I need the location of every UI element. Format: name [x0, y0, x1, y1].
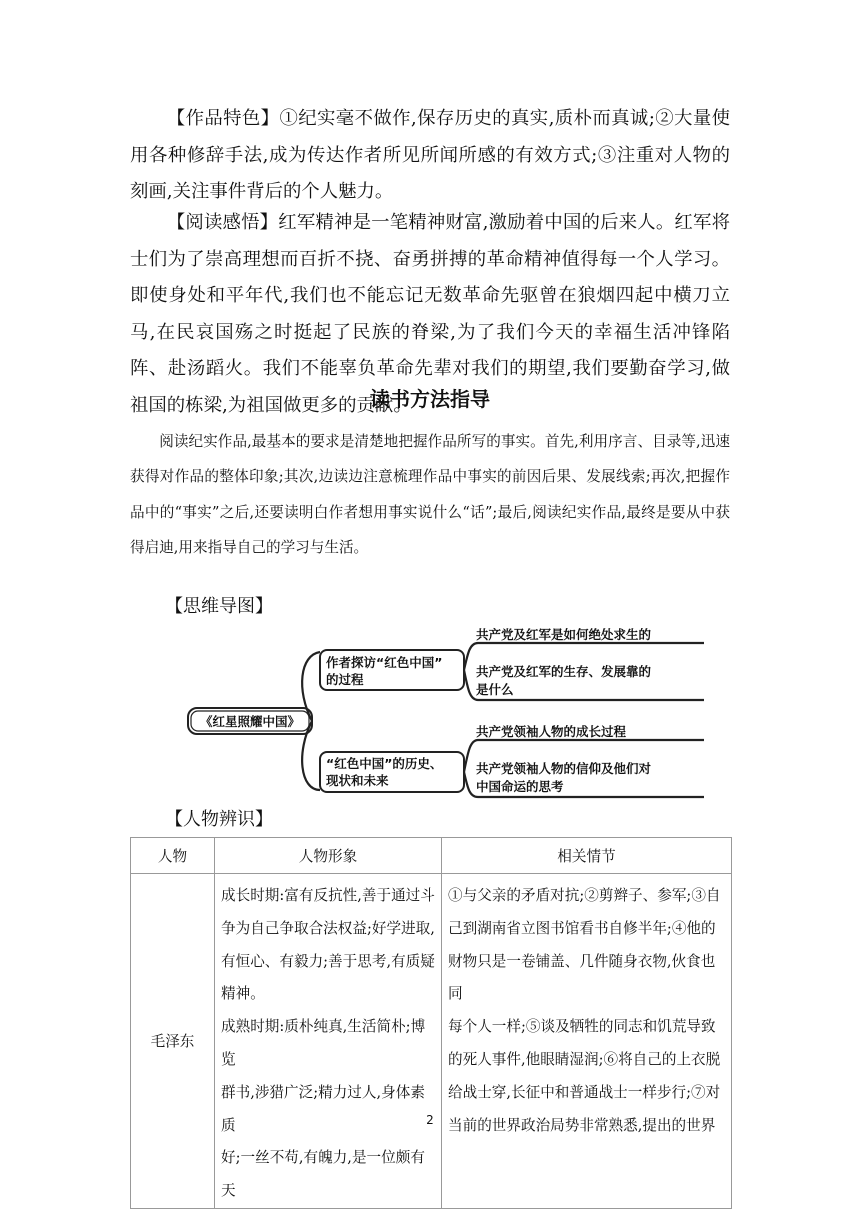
mindmap-branch-1-line2: 的过程 [326, 672, 364, 687]
features-label: 【作品特色】 [166, 108, 280, 129]
text-line: 争为自己争取合法权益;好学进取, [221, 919, 435, 937]
mindmap-leaf-4-line1: 共产党领袖人物的信仰及他们对 [476, 761, 652, 776]
mindmap-leaf-2-line2: 是什么 [476, 682, 514, 697]
column-header-person: 人物 [131, 838, 215, 874]
mindmap-branch-1-line1: 作者探访“红色中国” [326, 655, 443, 670]
table-row [131, 874, 732, 1209]
mindmap-leaf-1: 共产党及红军是如何绝处求生的 [476, 627, 652, 642]
mindmap-branch-2-line2: 现状和未来 [326, 773, 389, 788]
related-plot [442, 874, 732, 1209]
text-line: ①与父亲的矛盾对抗;②剪辫子、参军;③自 [448, 887, 721, 904]
method-title: 读书方法指导 [370, 387, 490, 411]
mindmap-leaf-3: 共产党领袖人物的成长过程 [476, 724, 627, 739]
text-line: 有恒心、有毅力;善于思考,有质疑 [221, 952, 435, 970]
text-line: 成熟时期:质朴纯真,生活简朴;博览 [221, 1018, 426, 1068]
person-name: 毛泽东 [131, 874, 215, 1209]
table-header-row [131, 838, 732, 874]
text-line: 给战士穿,长征中和普通战士一样步行;⑦对 [448, 1083, 721, 1101]
mindmap-leaf-2-line1: 共产党及红军的生存、发展靠的 [476, 664, 652, 679]
column-header-image: 人物形象 [215, 838, 442, 874]
mindmap-label: 【思维导图】 [165, 596, 273, 617]
mindmap-root-text: 《红星照耀中国》 [199, 714, 301, 729]
text-line: 精神。 [221, 985, 265, 1003]
text-line: 群书,涉猎广泛;精力过人,身体素质 [221, 1083, 425, 1134]
mindmap-branch-2-line1: “红色中国”的历史、 [326, 756, 443, 771]
text-line: 己到湖南省立图书馆看书自修半年;④他的 [448, 919, 716, 937]
text-line: 财物只是一卷铺盖、几件随身衣物,伙食也同 [448, 952, 716, 1003]
text-line: 每个人一样;⑤谈及牺牲的同志和饥荒导致 [448, 1018, 716, 1036]
text-line: 的死人事件,他眼睛湿润;⑥将自己的上衣脱 [448, 1050, 721, 1068]
column-header-plot: 相关情节 [442, 838, 732, 874]
method-paragraph: 阅读纪实作品,最基本的要求是清楚地把握作品所写的事实。首先,利用序言、目录等,迅速获得对作品的整体印象;其次,边读边注意梳理作品中事实的前因后果、发展线索;再次,把握作品中的“事实”之后,还要读明白作者想用事实说什么“话”;最后,阅读纪实作品,最终是要从中获得启迪,用来指导自己的学习与生活。 [130, 433, 730, 556]
text-line: 当前的世界政治局势非常熟悉,提出的世界 [448, 1116, 716, 1134]
mindmap-leaf-4-line2: 中国命运的思考 [476, 779, 564, 794]
features-text: ①纪实毫不做作,保存历史的真实,质朴而真诚;②大量使用各种修辞手法,成为传达作者所见所闻所感的有效方式;③注重对人物的刻画,关注事件背后的个人魅力。 [130, 108, 730, 202]
insight-text: 红军精神是一笔精神财富,激励着中国的后来人。红军将士们为了崇高理想而百折不挠、奋勇拼搏的革命精神值得每一个人学习。即使身处和平年代,我们也不能忘记无数革命先驱曾在狼烟四起中横刀立马,在民哀国殇之时挺起了民族的脊梁,为了我们今天的幸福生活冲锋陷阵、赴汤蹈火。我们不能辜负革命先辈对我们的期望,我们要勤奋学习,做祖国的栋梁,为祖国做更多的贡献。 [130, 212, 730, 416]
page-number: 2 [426, 1113, 434, 1127]
characters-label: 【人物辨识】 [165, 809, 273, 830]
text-line: 成长时期:富有反抗性,善于通过斗 [221, 887, 435, 904]
person-image [215, 874, 442, 1209]
insight-label: 【阅读感悟】 [166, 212, 279, 233]
characters-table [130, 837, 732, 1209]
text-line: 好;一丝不苟,有魄力,是一位颇有天 [221, 1149, 425, 1200]
